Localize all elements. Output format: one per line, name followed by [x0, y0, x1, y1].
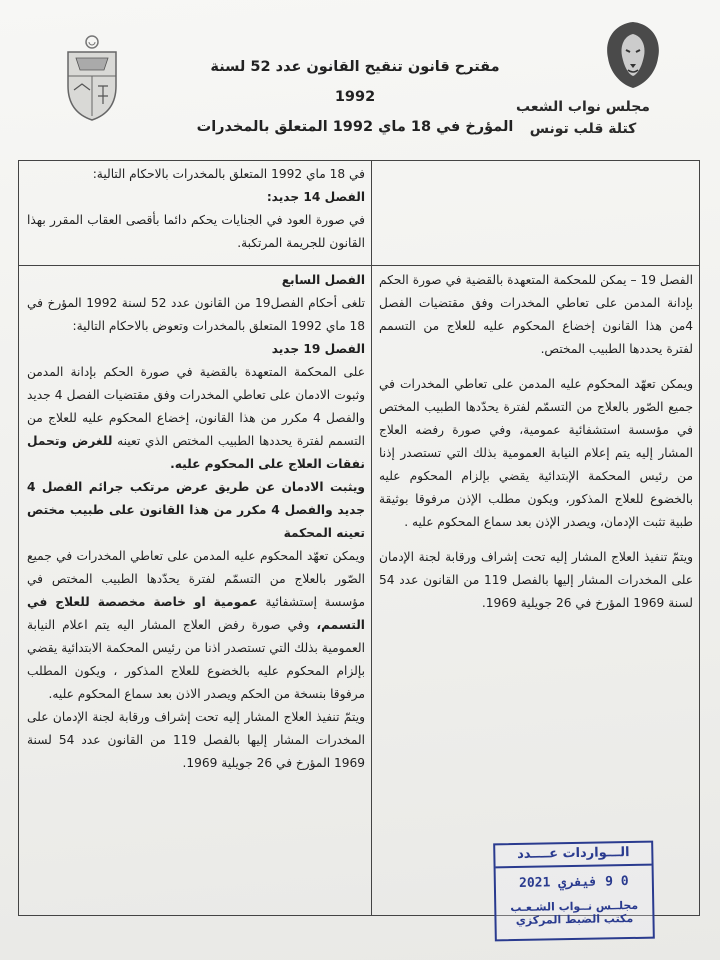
stamp-date: 0 9 فيفري 2021 [518, 874, 629, 891]
current-article-19-p1: الفصل 19 – يمكن للمحكمة المتعهدة بالقضية في صورة الحكم بإدانة المدمن على تعاطي المخدرات وفق مقتضيات الفصل 4من هذا القانون إخضاع المحكوم عليه للعلاج من التسمم لفترة يحددها الطبيب المختص. [379, 273, 693, 356]
org-line-2: كتلة قلب تونس [529, 121, 637, 137]
article-14-heading: الفصل 14 جديد: [266, 190, 365, 204]
stamp-office-line-1: مجلــس نــواب الشـعـب [510, 898, 639, 915]
new-article-19-heading: الفصل 19 جديد [271, 342, 365, 356]
stamp-title: الـــواردات عــــدد [495, 845, 651, 869]
new-article-19-p1-bold: للغرض وتحمل نفقات العلاج على المحكوم عليه. [27, 434, 365, 471]
new-article-19-p1 [27, 361, 365, 476]
row-divider [19, 265, 699, 266]
column-divider [371, 161, 372, 915]
new-article-19-p3b: عمومية او خاصة مخصصة للعلاج في التسمم، [27, 595, 365, 632]
comparison-table [18, 160, 700, 916]
article-7-intro: تلغى أحكام الفصل19 من القانون عدد 52 لسنة 1992 المؤرخ في 18 ماي 1992 المتعلق بالمخدرات وتعوض بالاحكام التالية: [27, 296, 365, 333]
new-article-19-p2: ويثبت الادمان عن طريق عرض مرتكب جرائم الفصل 4 جديد والفصل 4 مكرر من هذا القانون على طبيب مختص تعينه المحكمة [27, 480, 365, 540]
new-article-19-p3c: وفي صورة رفض العلاج المشار اليه يتم اعلام النيابة العمومية بذلك التي تستصدر اذنا من رئيس المحكمة الابتدائية يقضي بإلزام المحكوم عليه بالخضوع للعلاج المذكور ، ويكون المطلب مرفوقا بنسخة من الحكم ويصدر الاذن بعد سماع المحكوم عليه. [27, 618, 365, 701]
new-article-19-p3 [27, 545, 365, 706]
row1-intro: في 18 ماي 1992 المتعلق بالمخدرات بالاحكام التالية: [92, 167, 365, 181]
current-article-19-p3: ويتمّ تنفيذ العلاج المشار إليه تحت إشراف ورقابة لجنة الإدمان على المخدرات المشار إليها بالفصل 119 من القانون عدد 54 لسنة 1969 المؤرخ في 26 جويلية 1969. [379, 550, 694, 610]
document-title [190, 52, 520, 142]
article-7-heading: الفصل السابع [281, 273, 365, 287]
new-article-19-p3a: ويمكن تعهّد المحكوم عليه المدمن على تعاطي المخدرات في جميع الصّور بالعلاج من التسمّم لفترة يحدّدها الطبيب المختص في مؤسسة إستشفائية [27, 549, 366, 609]
lion-logo-icon [602, 20, 664, 90]
tunisia-coat-of-arms-icon [62, 34, 122, 122]
org-line-1: مجلس نواب الشعب [516, 99, 650, 115]
title-line-1: مقترح قانون تنقيح القانون عدد 52 لسنة 1992 [210, 59, 500, 105]
row2-left-cell [379, 269, 693, 615]
row1-right-cell [27, 163, 365, 255]
current-article-19-p2: ويمكن تعهّد المحكوم عليه المدمن على تعاطي المخدرات في جميع الصّور بالعلاج من التسمّم لفترة يحدّدها الطبيب المختص في مؤسسة استشفائية عمومية، وفي صورة رفضه العلاج المشار إليه يتم إعلام النيابة العمومية بذلك التي تستصدر إذنا من رئيس المحكمة الإبتدائية يقضي بإلزام المحكوم عليه بالخضوع للعلاج المذكور، ويكون مطلب الإذن مرفوقا بوثيقة طبية تثبت الإدمان، ويصدر الإذن بعد سماع المحكوم عليه . [379, 377, 693, 529]
stamp-office [496, 899, 652, 928]
received-stamp [493, 841, 655, 942]
stamp-office-line-2: مكتب الضبط المركزي [515, 911, 634, 928]
title-line-2: المؤرخ في 18 ماي 1992 المتعلق بالمخدرات [196, 119, 514, 135]
new-article-19-p4: ويتمّ تنفيذ العلاج المشار إليه تحت إشراف ورقابة لجنة الإدمان على المخدرات المشار إليها بالفصل 119 من القانون عدد 54 لسنة 1969 المؤرخ في 26 جويلية 1969. [27, 710, 365, 770]
organization-name [508, 96, 658, 140]
article-14-text: في صورة العود في الجنايات يحكم دائما بأقصى العقاب المقرر بهذا القانون للجريمة المرتكبة. [27, 213, 365, 250]
new-article-19-p1-text: على المحكمة المتعهدة بالقضية في صورة الحكم بإدانة المدمن وثبوت الادمان على تعاطي المخدرات وفق مقتضيات الفصل 4 جديد والفصل 4 مكرر من هذا القانون، إخضاع المحكوم عليه للعلاج من التسمم لفترة يحددها الطبيب المختص الذي تعينه [27, 365, 365, 448]
row2-right-cell [27, 269, 365, 775]
